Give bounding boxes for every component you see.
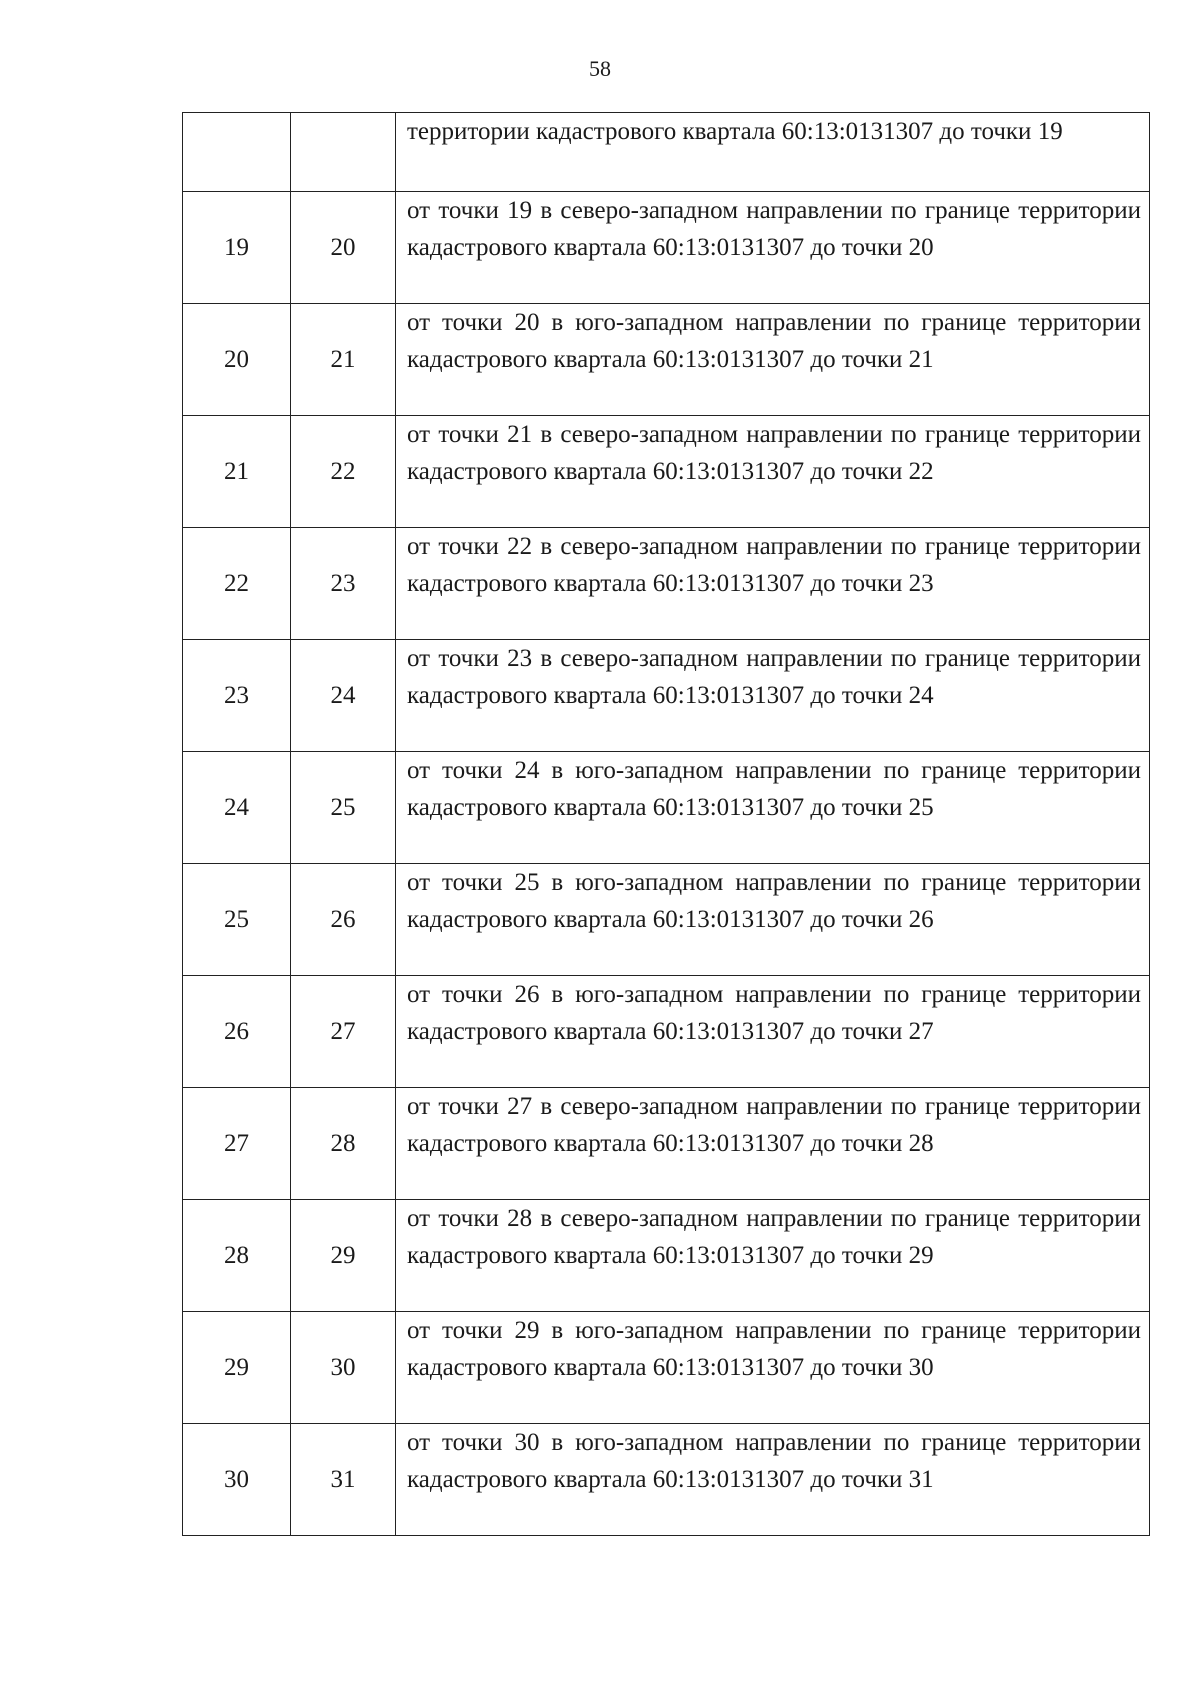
description-cell: от точки 30 в юго-западном направлении по границе территории кадастрового квартала 60:13:0131307 до точки 31	[396, 1424, 1150, 1536]
table-row	[183, 640, 1150, 752]
table-row	[183, 192, 1150, 304]
table-row	[183, 1424, 1150, 1536]
from-point-cell: 28	[183, 1200, 291, 1312]
table-row	[183, 976, 1150, 1088]
description-cell: от точки 29 в юго-западном направлении по границе территории кадастрового квартала 60:13:0131307 до точки 30	[396, 1312, 1150, 1424]
to-point-cell: 31	[291, 1424, 396, 1536]
to-point-cell: 30	[291, 1312, 396, 1424]
from-point-cell: 19	[183, 192, 291, 304]
table-row	[183, 1312, 1150, 1424]
description-cell: территории кадастрового квартала 60:13:0131307 до точки 19	[396, 113, 1150, 192]
from-point-cell	[183, 113, 291, 192]
from-point-cell: 25	[183, 864, 291, 976]
table-body	[183, 113, 1150, 1536]
to-point-cell: 28	[291, 1088, 396, 1200]
from-point-cell: 27	[183, 1088, 291, 1200]
table-row	[183, 864, 1150, 976]
page-number: 58	[589, 56, 611, 81]
description-cell: от точки 20 в юго-западном направлении по границе территории кадастрового квартала 60:13:0131307 до точки 21	[396, 304, 1150, 416]
from-point-cell: 24	[183, 752, 291, 864]
table-row	[183, 416, 1150, 528]
from-point-cell: 30	[183, 1424, 291, 1536]
table-row	[183, 1200, 1150, 1312]
description-cell: от точки 22 в северо-западном направлении по границе территории кадастрового квартала 60:13:0131307 до точки 23	[396, 528, 1150, 640]
boundary-table	[182, 112, 1150, 1536]
to-point-cell: 22	[291, 416, 396, 528]
description-cell: от точки 26 в юго-западном направлении по границе территории кадастрового квартала 60:13:0131307 до точки 27	[396, 976, 1150, 1088]
from-point-cell: 23	[183, 640, 291, 752]
table-row	[183, 304, 1150, 416]
from-point-cell: 21	[183, 416, 291, 528]
table-row	[183, 752, 1150, 864]
from-point-cell: 22	[183, 528, 291, 640]
to-point-cell	[291, 113, 396, 192]
from-point-cell: 20	[183, 304, 291, 416]
description-cell: от точки 28 в северо-западном направлении по границе территории кадастрового квартала 60:13:0131307 до точки 29	[396, 1200, 1150, 1312]
to-point-cell: 21	[291, 304, 396, 416]
table-row	[183, 528, 1150, 640]
description-cell: от точки 23 в северо-западном направлении по границе территории кадастрового квартала 60:13:0131307 до точки 24	[396, 640, 1150, 752]
description-cell: от точки 27 в северо-западном направлении по границе территории кадастрового квартала 60:13:0131307 до точки 28	[396, 1088, 1150, 1200]
to-point-cell: 20	[291, 192, 396, 304]
table-row-continued	[183, 113, 1150, 192]
to-point-cell: 27	[291, 976, 396, 1088]
from-point-cell: 29	[183, 1312, 291, 1424]
table-row	[183, 1088, 1150, 1200]
to-point-cell: 29	[291, 1200, 396, 1312]
description-cell: от точки 21 в северо-западном направлении по границе территории кадастрового квартала 60:13:0131307 до точки 22	[396, 416, 1150, 528]
description-cell: от точки 24 в юго-западном направлении по границе территории кадастрового квартала 60:13:0131307 до точки 25	[396, 752, 1150, 864]
to-point-cell: 26	[291, 864, 396, 976]
to-point-cell: 24	[291, 640, 396, 752]
to-point-cell: 23	[291, 528, 396, 640]
description-cell: от точки 19 в северо-западном направлении по границе территории кадастрового квартала 60:13:0131307 до точки 20	[396, 192, 1150, 304]
from-point-cell: 26	[183, 976, 291, 1088]
description-cell: от точки 25 в юго-западном направлении по границе территории кадастрового квартала 60:13:0131307 до точки 26	[396, 864, 1150, 976]
to-point-cell: 25	[291, 752, 396, 864]
